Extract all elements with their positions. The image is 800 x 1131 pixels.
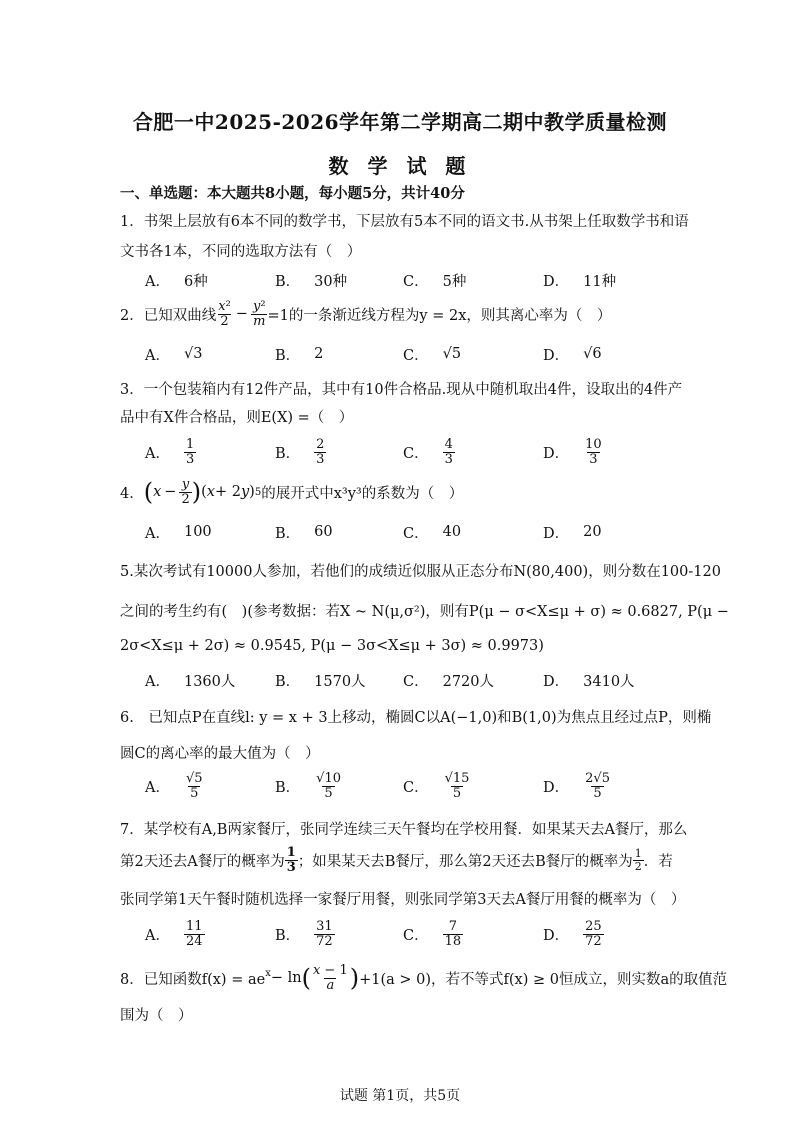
q2-option-b[interactable]: B． 2 [275, 346, 324, 364]
q3-options [145, 432, 665, 472]
q1-option-c[interactable]: C． 5种 [403, 273, 467, 290]
q3-line2: 品中有X件合格品，则E(X) =（ ） [120, 410, 354, 426]
q4-options [145, 512, 665, 552]
q4-option-b[interactable]: B． 60 [275, 524, 333, 542]
q6-option-c[interactable]: C． $\frac{√15}{5}$ [403, 770, 470, 801]
q7-option-d[interactable]: D． $\frac{25}{72}$ [543, 918, 602, 949]
q5-options [145, 660, 665, 700]
q4-option-a[interactable]: A． 100 [145, 524, 212, 542]
q2-option-a[interactable]: A． √3 [145, 346, 203, 364]
q3-option-b[interactable]: B． $\frac{2}{3}$ [275, 436, 325, 467]
q1-line2: 文书各1本，不同的选取方法有（ ） [120, 244, 362, 260]
q4-stem: 4． ( x − $\frac{y}{2}$ ) ( x + 2 y ) 5 的展开式中x³y³的系数为（ ） [120, 477, 464, 507]
q8-stem: 8．已知函数f(x) = ae $^x$ − ln ( $\frac{x - 1}{a}$ ) +1(a > 0)，若不等式f(x) ≥ 0恒成立，则实数a的取值范 [120, 963, 728, 993]
q4-option-c[interactable]: C． 40 [403, 524, 462, 542]
q7-option-c[interactable]: C． $\frac{7}{18}$ [403, 918, 462, 949]
q3-line1: 3．一个包装箱内有12件产品，其中有10件合格品.现从中随机取出4件，设取出的4件产 [120, 382, 683, 398]
q3-option-a[interactable]: A． $\frac{1}{3}$ [145, 436, 195, 467]
q4-option-d[interactable]: D． 20 [543, 524, 602, 542]
q3-option-d[interactable]: D． $\frac{10}{3}$ [543, 436, 602, 467]
q7-option-a[interactable]: A． $\frac{11}{24}$ [145, 918, 203, 949]
q2-frac-y: $\frac{\text{y²}}{m}$ [252, 299, 266, 329]
q6-line2: 圆C的离心率的最大值为（ ） [120, 746, 320, 762]
page-footer: 试题 第1页，共5页 [339, 1088, 461, 1104]
q1-line1: 1．书架上层放有6本不同的数学书，下层放有5本不同的语文书.从书架上任取数学书和语 [120, 214, 689, 230]
q2-option-c[interactable]: C． √5 [403, 346, 462, 364]
q1-option-a[interactable]: A． 6种 [145, 273, 208, 290]
q5-line2: 之间的考生约有( )(参考数据：若X ~ N(μ,σ²)，则有P(μ − σ<X≤μ + σ) ≈ 0.6827, P(μ − [120, 604, 729, 620]
exam-title: 合肥一中2025-2026学年第二学期高二期中教学质量检测 [132, 110, 668, 134]
q2-stem: 2．已知双曲线 $\frac{\text{x²}}{2}$ − $\frac{\text{y²}}{m}$ =1的一条渐近线方程为y = 2x，则其离心率为（ ） [120, 299, 612, 329]
q5-line1: 5.某次考试有10000人参加，若他们的成绩近似服从正态分布N(80,400)，则分数在100-120 [120, 564, 721, 580]
section-heading: 一、单选题：本大题共8小题，每小题5分，共计40分 [120, 185, 465, 202]
q7-option-b[interactable]: B． $\frac{31}{72}$ [275, 918, 333, 949]
q2-frac-x: $\frac{\text{x²}}{2}$ [218, 299, 231, 329]
q8-line2: 围为（ ） [120, 1008, 193, 1024]
q6-options [145, 766, 665, 806]
q3-option-c[interactable]: C． $\frac{4}{3}$ [403, 436, 453, 467]
q5-line3: 2σ<X≤μ + 2σ) ≈ 0.9545, P(μ − 3σ<X≤μ + 3σ) ≈ 0.9973) [120, 638, 544, 654]
q5-option-b[interactable]: B． 1570人 [275, 673, 366, 690]
q6-option-b[interactable]: B． $\frac{√10}{5}$ [275, 770, 341, 801]
q2-option-d[interactable]: D． √6 [543, 346, 602, 364]
q7-line3: 张同学第1天午餐时随机选择一家餐厅用餐，则张同学第3天去A餐厅用餐的概率为（ ） [120, 892, 686, 908]
q7-line1: 7．某学校有A,B两家餐厅，张同学连续三天午餐均在学校用餐．如果某天去A餐厅，那么 [120, 822, 688, 838]
q2-options [145, 334, 665, 374]
q1-options [145, 260, 665, 300]
q1-option-b[interactable]: B． 30种 [275, 273, 348, 290]
q1-option-d[interactable]: D． 11种 [543, 273, 617, 290]
q6-option-d[interactable]: D． $\frac{2√5}{5}$ [543, 770, 610, 801]
q7-options [145, 914, 665, 954]
q6-option-a[interactable]: A． $\frac{√5}{5}$ [145, 770, 203, 801]
q6-line1: 6. 已知点P在直线l: y = x + 3上移动，椭圆C以A(−1,0)和B(1,0)为焦点且经过点P，则椭 [120, 710, 712, 726]
exam-subtitle: 数 学 试 题 [328, 154, 472, 178]
q7-line2: 第2天还去A餐厅的概率为 $\frac{1}{3}$ ；如果某天去B餐厅，那么第2天还去B餐厅的概率为 $\frac{1}{2}$ ．若 [120, 845, 673, 875]
q5-option-c[interactable]: C． 2720人 [403, 673, 495, 690]
q5-option-a[interactable]: A． 1360人 [145, 673, 236, 690]
q5-option-d[interactable]: D． 3410人 [543, 673, 635, 690]
